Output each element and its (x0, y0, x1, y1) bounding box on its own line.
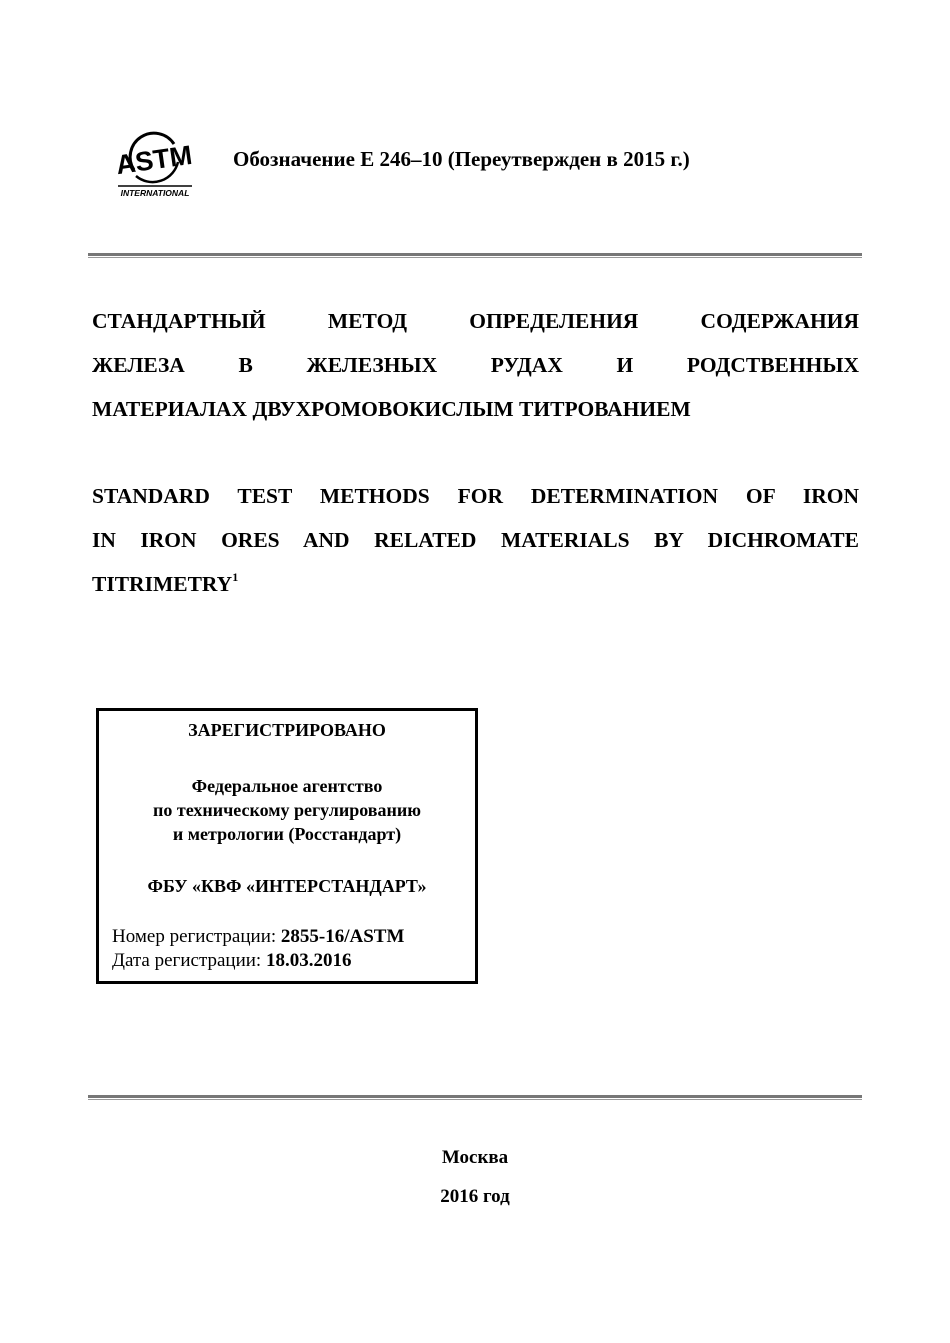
agency-line-3: и метрологии (Росстандарт) (172, 824, 402, 844)
astm-logo-icon (112, 126, 196, 198)
registration-number-label: Номер регистрации: (112, 926, 281, 947)
registration-box (96, 708, 478, 984)
registration-details (112, 925, 404, 973)
standard-designation: Обозначение E 246–10 (Переутвержден в 2015 г.) (233, 147, 690, 171)
title-ru-line-2: ЖЕЛЕЗА В ЖЕЛЕЗНЫХ РУДАХ И РОДСТВЕННЫХ (92, 353, 859, 377)
bottom-divider (88, 1095, 862, 1100)
registration-heading: ЗАРЕГИСТРИРОВАНО (188, 720, 386, 740)
registration-number (112, 925, 404, 949)
registration-date-value: 18.03.2016 (265, 950, 352, 971)
title-en-line-3 (92, 562, 859, 606)
title-ru-line-1: СТАНДАРТНЫЙ МЕТОД ОПРЕДЕЛЕНИЯ СОДЕРЖАНИЯ (92, 309, 859, 333)
title-russian (92, 299, 859, 431)
title-ru-line-3: МАТЕРИАЛАХ ДВУХРОМОВОКИСЛЫМ ТИТРОВАНИЕМ (92, 397, 691, 421)
title-en-line-3-text: TITRIMETRY (92, 572, 233, 596)
logo-subtext: INTERNATIONAL (120, 188, 190, 198)
publication-year: 2016 год (440, 1186, 510, 1207)
registration-agency (99, 774, 475, 846)
top-divider (88, 253, 862, 258)
registration-date (112, 949, 404, 973)
title-en-line-1: STANDARD TEST METHODS FOR DETERMINATION OF IRON (92, 484, 859, 508)
agency-line-2: по техническому регулированию (153, 800, 421, 820)
agency-line-1: Федеральное агентство (191, 776, 383, 796)
registration-organization: ФБУ «КВФ «ИНТЕРСТАНДАРТ» (147, 876, 427, 896)
title-en-line-2: IN IRON ORES AND RELATED MATERIALS BY DICHROMATE (92, 528, 859, 552)
publication-city: Москва (441, 1147, 509, 1168)
astm-logo (112, 126, 196, 198)
registration-date-label: Дата регистрации: (112, 950, 266, 971)
logo-letters: ASTM (114, 139, 194, 181)
title-english (92, 474, 859, 606)
registration-number-value: 2855-16/ASTM (280, 926, 405, 947)
footnote-mark: 1 (232, 570, 239, 584)
